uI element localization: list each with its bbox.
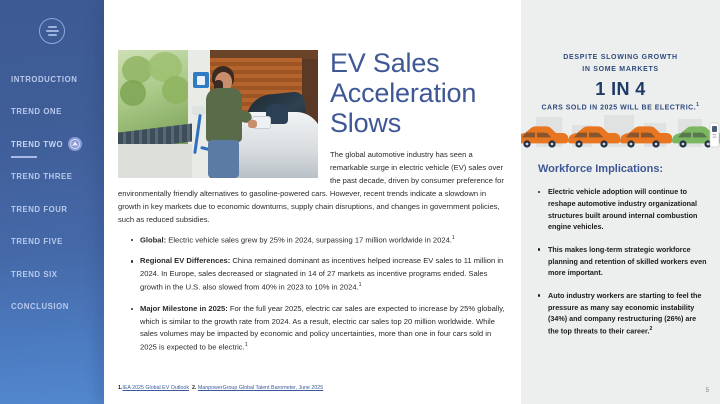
- sidebar-item-trend-six[interactable]: [11, 267, 104, 281]
- main-content: [104, 0, 521, 404]
- statistic-callout: [521, 0, 720, 113]
- stat-bottom-line: [531, 101, 710, 114]
- footnote-ref: 1: [244, 342, 248, 349]
- sidebar-item-conclusion[interactable]: [11, 300, 104, 314]
- intro-paragraph: The global automotive industry has seen a remarkable surge in electric vehicle (EV) sales over the past decade, driven by consumer preference for environmentally friendly alternatives to gasoline-powered cars. However, recent trends indicate a slowdown in growth in key markets due to economic downturns, supply chain disruptions, and changes in government policies, such as reduced subsidies.: [118, 149, 504, 224]
- list-item-text: For the full year 2025, electric car sales are expected to increase by 25% globally, which is similar to the growth rate from 2024. As a result, electric car sales top 20 million worldwide. While sales volumes may be impacted by economic and policy uncertainties, more than one in four cars sold in 2025 is expected to be electric.: [140, 303, 505, 352]
- sidebar-item-label: CONCLUSION: [11, 302, 69, 311]
- workforce-implications-block: [521, 155, 720, 337]
- hero-block: [118, 48, 507, 226]
- sidebar-items: [0, 72, 104, 314]
- sidebar-item-label: TREND TWO: [11, 139, 64, 149]
- list-item: [131, 303, 507, 355]
- workforce-implications-heading: Workforce Implications:: [538, 163, 664, 176]
- source-link-2[interactable]: ManpowerGroup Global Talent Barometer, June 2025: [197, 385, 324, 391]
- right-panel: [521, 0, 720, 404]
- list-item: Electric vehicle adoption will continue to reshape automotive industry organizational structures built around internal combustion engine vehicles.: [538, 186, 707, 233]
- cars-illustration: [521, 115, 720, 155]
- list-item: [538, 290, 707, 337]
- sidebar-item-introduction[interactable]: [11, 72, 104, 86]
- workforce-implications-list: [538, 186, 707, 337]
- source-link-1[interactable]: IEA 2025 Global EV Outlook: [122, 385, 189, 391]
- page-title: EV Sales Acceleration Slows: [330, 48, 477, 139]
- wall-charger-icon: [193, 72, 209, 88]
- sidebar-item-trend-five[interactable]: [11, 235, 104, 249]
- charging-station-icon: [710, 123, 719, 147]
- sidebar-item-label: TREND FIVE: [11, 237, 63, 246]
- stat-top-line-1: DESPITE SLOWING GROWTH: [563, 54, 678, 61]
- cars-row-icon: [521, 115, 720, 157]
- ev-charging-photo: [118, 50, 318, 178]
- list-item-lead: Regional EV Differences:: [140, 256, 231, 266]
- hamburger-circle-logo-icon: [39, 18, 65, 44]
- footnote-ref: 2: [649, 325, 653, 332]
- list-item-text: Electric vehicle sales grew by 25% in 2024, surpassing 17 million worldwide in 2024.: [166, 235, 452, 245]
- list-item: [131, 234, 507, 247]
- footnote-ref: 1: [451, 234, 455, 241]
- sidebar-item-trend-four[interactable]: [11, 202, 104, 216]
- sidebar-item-label: TREND ONE: [11, 107, 62, 116]
- list-item-text: Auto industry workers are starting to feel the pressure as many say economic instability (34%) and company restructuring (26%) are the top threats to their career.: [548, 290, 702, 336]
- trend-mountain-badge-icon: [68, 137, 82, 151]
- key-points-list: [118, 234, 507, 355]
- page-number: 5: [705, 388, 709, 394]
- stat-bottom-text: CARS SOLD IN 2025 WILL BE ELECTRIC.: [541, 104, 697, 112]
- list-item-lead: Major Milestone in 2025:: [140, 303, 228, 313]
- sidebar-nav: [0, 0, 104, 404]
- sidebar-item-label: INTRODUCTION: [11, 74, 78, 84]
- list-item-lead: Global:: [140, 235, 167, 245]
- footnote-number-2: 2.: [191, 385, 197, 391]
- sidebar-item-trend-one[interactable]: [11, 105, 104, 119]
- stat-headline-value: 1 IN 4: [595, 78, 646, 99]
- stat-top-line-2: IN SOME MARKETS: [582, 66, 659, 74]
- sidebar-item-trend-three[interactable]: [11, 170, 104, 184]
- footnote-ref: 1: [358, 282, 362, 289]
- list-item: [131, 255, 507, 294]
- footnote-number-1: 1.: [118, 385, 123, 391]
- sidebar-item-label: TREND SIX: [11, 269, 58, 279]
- list-item-text: China remained dominant as incentives helped increase EV sales to 11 million in 2024. In Europe, sales decreased or stagnated in 14 of 27 markets as incentive programs ended. Sales growth in the U.S. also slowed from 40% in 2023 to 10% in 2024.: [140, 256, 504, 292]
- sidebar-item-trend-two[interactable]: [11, 137, 104, 151]
- logo[interactable]: [0, 18, 104, 44]
- sidebar-item-label: TREND THREE: [11, 172, 73, 181]
- footnote-ref: 1: [696, 101, 700, 108]
- list-item: This makes long-term strategic workforce planning and retention of skilled workers even more important.: [538, 244, 707, 279]
- sidebar-item-label: TREND FOUR: [11, 204, 68, 214]
- active-indicator: [11, 156, 37, 158]
- footnote-sources: [118, 385, 323, 391]
